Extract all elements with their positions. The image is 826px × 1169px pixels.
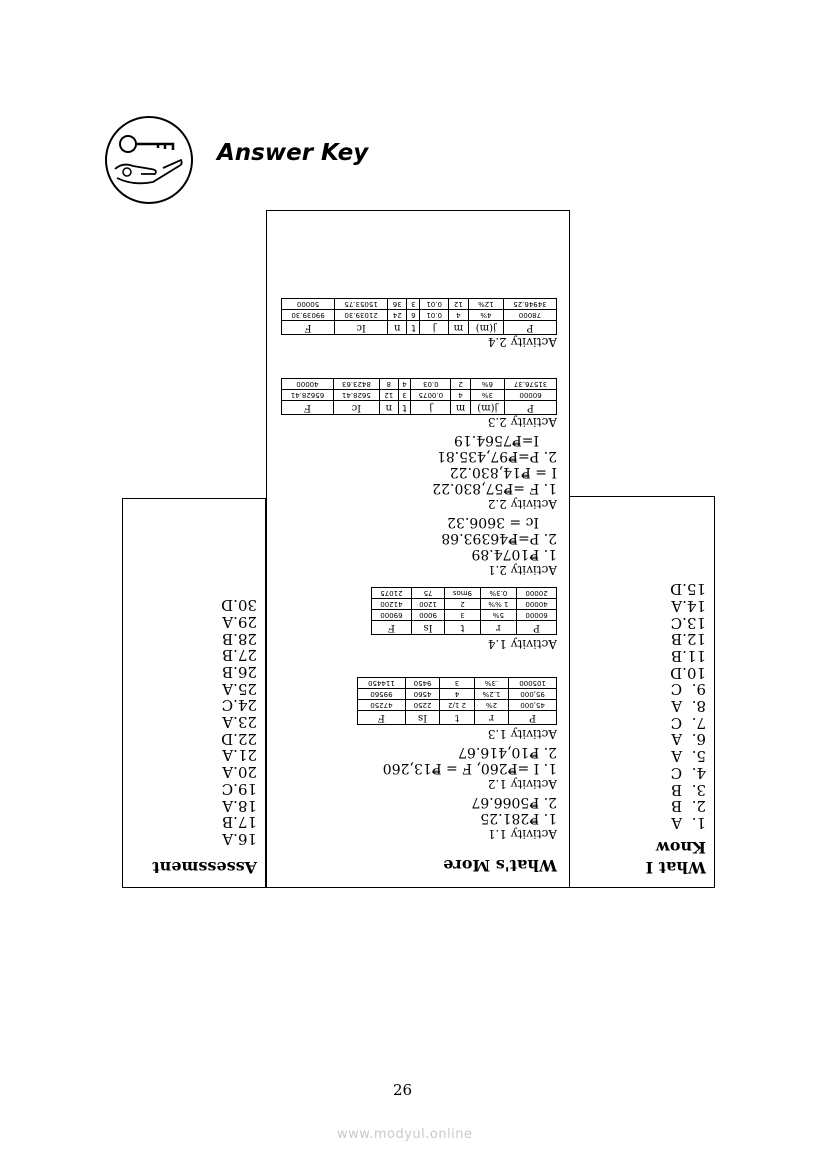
answer-line: 2. ₱10,416.67 — [458, 744, 557, 760]
table-cell: 1200 — [411, 599, 444, 610]
table-cell: 0.03 — [411, 379, 451, 390]
table-header: F — [282, 321, 335, 335]
table-header: Ic — [333, 401, 379, 415]
activity-2-3-table — [281, 378, 557, 415]
table-row — [358, 700, 557, 711]
activity-label: Activity 1.3 — [487, 727, 557, 741]
table-cell: 1 %% — [480, 599, 517, 610]
table-cell: 4 — [451, 390, 471, 401]
list-item: 8. A — [671, 697, 706, 716]
table-cell: 3 — [440, 678, 475, 689]
table-row — [282, 310, 557, 321]
table-cell: 12 — [379, 390, 398, 401]
key-in-hand-icon — [103, 114, 195, 206]
list-item: 26.B — [222, 662, 257, 681]
table-header: F — [282, 401, 334, 415]
table-header: F — [358, 711, 406, 725]
activity-1-4-table — [371, 587, 557, 635]
table-cell: 5% — [480, 610, 517, 621]
table-header: Is — [411, 621, 444, 635]
list-item: 14.A — [671, 596, 706, 615]
list-item: 9. C — [670, 680, 706, 699]
table-cell: 6% — [470, 379, 504, 390]
list-item: 16.A — [222, 830, 257, 848]
what-i-know-panel — [569, 496, 715, 888]
answer-line: I = ₱14,830.22 — [449, 464, 557, 480]
table-cell: 40000 — [282, 379, 334, 390]
list-item: 22.D — [221, 729, 257, 748]
table-header: Is — [405, 711, 439, 725]
list-item: 25.A — [222, 679, 257, 698]
list-item: 12.B — [671, 630, 706, 649]
table-header: t — [445, 621, 480, 635]
table-cell: 3 — [445, 610, 480, 621]
list-item: 11.B — [671, 646, 706, 665]
table-cell: 99560 — [358, 689, 406, 700]
table-cell: 24 — [388, 310, 407, 321]
activity-2-4-table — [281, 298, 557, 335]
table-cell: 4 — [448, 310, 468, 321]
table-cell: 45,000 — [509, 700, 557, 711]
table-header: r — [474, 711, 508, 725]
table-cell: 3 — [407, 299, 420, 310]
table-header: j — [411, 401, 451, 415]
table-cell: 8423.63 — [333, 379, 379, 390]
table-row — [282, 390, 557, 401]
answer-line: 2. P=₱97,435.81 — [436, 448, 557, 464]
table-cell: 34946.25 — [503, 299, 556, 310]
activity-label: Activity 2.3 — [487, 415, 557, 429]
list-item: 2. B — [671, 797, 706, 816]
list-item: 19.C — [221, 779, 257, 798]
list-item: 18.A — [222, 796, 257, 815]
table-header: j — [420, 321, 448, 335]
table-header: m — [448, 321, 468, 335]
table-header: P — [503, 321, 556, 335]
table-cell: 105000 — [509, 678, 557, 689]
table-cell: 50000 — [282, 299, 335, 310]
assessment-heading: Assessment — [152, 858, 257, 877]
table-header: t — [440, 711, 475, 725]
answer-line: 1. F =₱57,830.22 — [432, 480, 557, 496]
table-cell: 75 — [411, 588, 444, 599]
table-cell: 4 — [440, 689, 475, 700]
table-cell: 21039.30 — [335, 310, 388, 321]
table-cell: 4% — [468, 310, 503, 321]
table-cell: 95,000 — [509, 689, 557, 700]
page-number: 26 — [393, 1081, 413, 1099]
table-row — [358, 678, 557, 689]
table-cell: 60000 — [517, 610, 557, 621]
whats-more-heading: What's More — [443, 856, 557, 875]
answer-line: 1. I =₱260, F = ₱13,260 — [382, 760, 557, 776]
activity-label: Activity 1.4 — [487, 637, 557, 651]
list-item: 4. C — [670, 763, 706, 782]
table-cell: 36 — [388, 299, 407, 310]
table-cell: 40000 — [517, 599, 557, 610]
table-cell: 12% — [468, 299, 503, 310]
table-row — [358, 689, 557, 700]
activity-1-3-table — [357, 677, 557, 725]
table-cell: 3 — [398, 390, 411, 401]
list-item: 27.B — [222, 646, 257, 665]
whats-more-panel — [266, 210, 570, 888]
table-cell: 2% — [474, 700, 508, 711]
assessment-answers — [221, 596, 257, 847]
table-cell: 1.2% — [474, 689, 508, 700]
page-title: Answer Key — [217, 140, 369, 166]
table-cell: 65628.41 — [282, 390, 334, 401]
table-cell: 78000 — [503, 310, 556, 321]
table-cell: 2250 — [405, 700, 439, 711]
table-header: Ic — [335, 321, 388, 335]
table-cell: 6 — [407, 310, 420, 321]
table-cell: 21075 — [372, 588, 412, 599]
list-item: 17.B — [222, 813, 257, 832]
table-cell: 9450 — [405, 678, 439, 689]
table-header: n — [388, 321, 407, 335]
list-item: 13.C — [670, 613, 706, 632]
table-header: r — [480, 621, 517, 635]
list-item: 3. B — [671, 780, 706, 799]
activity-label: Activity 2.2 — [487, 497, 557, 511]
table-cell: 20000 — [517, 588, 557, 599]
table-row — [282, 299, 557, 310]
list-item: 23.A — [222, 713, 257, 732]
list-item: 28.B — [222, 629, 257, 648]
table-header: n — [379, 401, 398, 415]
watermark: www.modyul.online — [337, 1127, 473, 1142]
table-row — [372, 599, 557, 610]
table-cell: 0.01 — [420, 299, 448, 310]
table-cell: 47250 — [358, 700, 406, 711]
table-row — [372, 588, 557, 599]
list-item: 21.A — [222, 746, 257, 765]
answer-line: 1. ₱281.25 — [480, 810, 557, 826]
what-i-know-heading: What I — [645, 858, 706, 877]
table-cell: 69000 — [372, 610, 412, 621]
table-cell: .3% — [474, 678, 508, 689]
table-cell: 4 — [398, 379, 411, 390]
table-header: P — [509, 711, 557, 725]
table-cell: 9mos — [445, 588, 480, 599]
list-item: 20.A — [222, 763, 257, 782]
table-header: t — [398, 401, 411, 415]
list-item: 1. A — [671, 814, 706, 832]
answer-line: 2. P=₱46393.68 — [441, 530, 557, 546]
table-cell: 99039.30 — [282, 310, 335, 321]
table-header: m — [451, 401, 471, 415]
table-cell: 0.01 — [420, 310, 448, 321]
table-cell: 114450 — [358, 678, 406, 689]
assessment-panel — [122, 498, 266, 888]
activity-label: Activity 1.1 — [487, 827, 557, 841]
answer-line: 2. ₱5066.67 — [471, 794, 557, 810]
table-cell: 0.3% — [480, 588, 517, 599]
what-i-know-answers — [670, 580, 706, 831]
answer-line: Ic = 3606.32 — [447, 514, 539, 530]
table-cell: 2 — [451, 379, 471, 390]
table-cell: 2 — [445, 599, 480, 610]
table-cell: 2 1/2 — [440, 700, 475, 711]
activity-label: Activity 2.1 — [487, 563, 557, 577]
answer-line: 1. ₱1074.89 — [471, 546, 557, 562]
table-cell: 4560 — [405, 689, 439, 700]
table-header: t — [407, 321, 420, 335]
table-cell: 9000 — [411, 610, 444, 621]
list-item: 5. A — [671, 747, 706, 766]
table-row — [372, 610, 557, 621]
list-item: 15.D — [670, 580, 706, 599]
table-header: P — [517, 621, 557, 635]
table-row — [282, 379, 557, 390]
table-cell: 60000 — [505, 390, 557, 401]
list-item: 10.D — [670, 663, 706, 682]
table-cell: 12 — [448, 299, 468, 310]
list-item: 29.A — [222, 612, 257, 631]
answer-line: I=₱7564.19 — [453, 432, 539, 448]
table-cell: 3% — [470, 390, 504, 401]
list-item: 30.D — [221, 596, 257, 615]
table-cell: 15053.75 — [335, 299, 388, 310]
list-item: 6. A — [671, 730, 706, 749]
activity-label: Activity 1.2 — [487, 777, 557, 791]
table-cell: 5628.41 — [333, 390, 379, 401]
list-item: 24.C — [221, 696, 257, 715]
what-i-know-heading-line2: Know — [656, 838, 706, 857]
table-cell: 31576.37 — [505, 379, 557, 390]
table-header: P — [505, 401, 557, 415]
activity-label: Activity 2.4 — [487, 335, 557, 349]
list-item: 7. C — [670, 713, 706, 732]
table-cell: 0.0075 — [411, 390, 451, 401]
table-header: j(m) — [468, 321, 503, 335]
table-cell: 8 — [379, 379, 398, 390]
table-header: F — [372, 621, 412, 635]
table-header: j(m) — [470, 401, 504, 415]
table-cell: 41200 — [372, 599, 412, 610]
